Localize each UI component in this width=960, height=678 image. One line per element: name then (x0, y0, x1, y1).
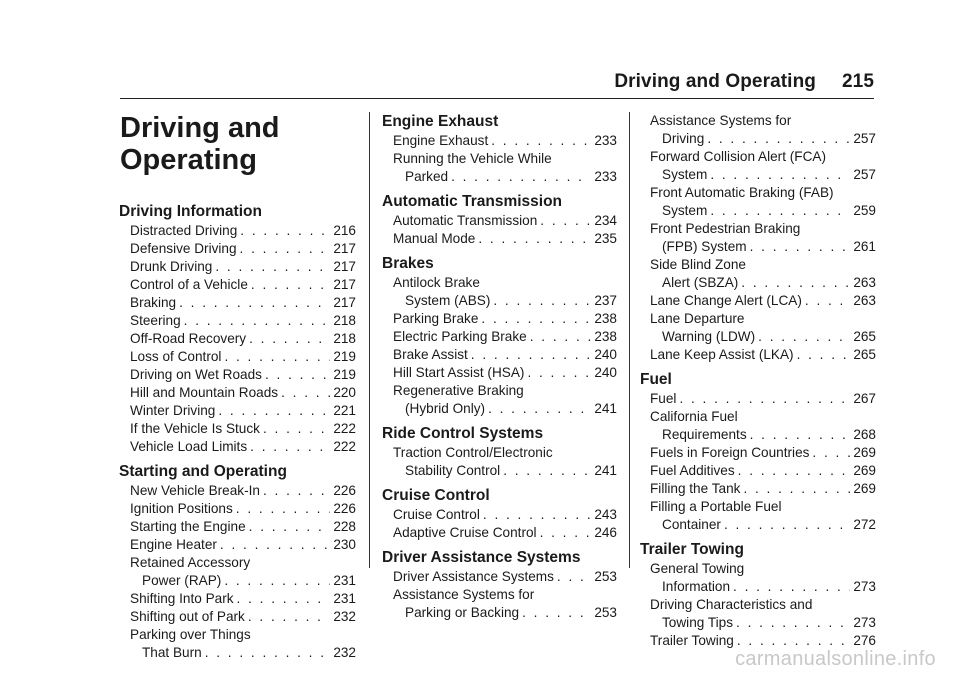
dot-leader (493, 292, 591, 310)
column-divider (629, 112, 630, 568)
toc-entry[interactable] (383, 524, 617, 542)
toc-entry-title: (FPB) System (662, 239, 747, 254)
dot-leader (741, 274, 850, 292)
toc-entry-title: Fuel Additives (650, 463, 735, 478)
toc-entry-title: Alert (SBZA) (662, 275, 739, 290)
toc-entry[interactable] (120, 572, 356, 590)
section-heading: Fuel (640, 371, 672, 388)
toc-entry-title: Cruise Control (393, 507, 480, 522)
toc-entry-label: Front Pedestrian Braking (650, 221, 801, 236)
toc-entry[interactable] (383, 168, 617, 186)
toc-page-number: 234 (594, 213, 617, 228)
toc-entry[interactable] (650, 462, 876, 480)
dot-leader (481, 310, 591, 328)
toc-entry-title: System (662, 167, 708, 182)
toc-entry-label: Driving Characteristics and (650, 597, 813, 612)
toc-page-number: 268 (853, 427, 876, 442)
dot-leader (557, 568, 591, 586)
dot-leader (249, 518, 331, 536)
toc-entry[interactable] (120, 644, 356, 662)
toc-entry-title: Parked (405, 169, 449, 184)
dot-leader (205, 644, 331, 662)
toc-entry[interactable] (120, 312, 356, 330)
toc-entry-label: Forward Collision Alert (FCA) (650, 149, 827, 164)
chapter-title: Driving and Operating (120, 112, 280, 176)
toc-entry[interactable] (650, 444, 876, 462)
dot-leader (248, 608, 330, 626)
toc-entry[interactable] (120, 402, 356, 420)
toc-entry-title: Defensive Driving (130, 241, 237, 256)
toc-page-number: 273 (853, 579, 876, 594)
toc-entry-title: Parking or Backing (405, 605, 520, 620)
toc-page-number: 228 (333, 519, 356, 534)
dot-leader (237, 590, 331, 608)
toc-entry-title: Lane Change Alert (LCA) (650, 293, 802, 308)
toc-entry-title: System (662, 203, 708, 218)
toc-page-number: 238 (594, 311, 617, 326)
toc-entry[interactable] (383, 230, 617, 248)
dot-leader (488, 400, 591, 418)
dot-leader (471, 346, 592, 364)
page-number: 215 (841, 71, 874, 92)
toc-entry-title: Requirements (662, 427, 747, 442)
toc-column-1 (120, 112, 356, 662)
toc-page-number: 237 (594, 293, 617, 308)
toc-entry-title: Engine Exhaust (393, 133, 489, 148)
toc-page-number: 226 (333, 483, 356, 498)
dot-leader (743, 480, 850, 498)
dot-leader (710, 166, 850, 184)
dot-leader (812, 444, 850, 462)
toc-entry-title: Fuels in Foreign Countries (650, 445, 810, 460)
toc-entry[interactable] (383, 328, 617, 346)
dot-leader (240, 222, 330, 240)
dot-leader (527, 364, 591, 382)
toc-entry-label: General Towing (650, 561, 745, 576)
dot-leader (263, 482, 330, 500)
dot-leader (540, 524, 592, 542)
toc-entry[interactable] (650, 292, 876, 310)
toc-entry-label: Running the Vehicle While (393, 151, 552, 166)
toc-entry[interactable] (120, 590, 356, 608)
toc-entry-title: Shifting Into Park (130, 591, 234, 606)
toc-entry[interactable] (120, 518, 356, 536)
toc-page-number: 222 (333, 421, 356, 436)
toc-page-number: 233 (594, 169, 617, 184)
toc-entry-title: If the Vehicle Is Stuck (130, 421, 260, 436)
toc-entry-label: Parking over Things (130, 627, 251, 642)
running-header (614, 71, 874, 93)
toc-page-number: 259 (853, 203, 876, 218)
toc-entry-title: Hill and Mountain Roads (130, 385, 279, 400)
toc-entry[interactable] (650, 130, 876, 148)
toc-entry[interactable] (120, 536, 356, 554)
toc-entry-title: Container (662, 517, 721, 532)
dot-leader (250, 438, 330, 456)
toc-entry-title: Drunk Driving (130, 259, 213, 274)
section-heading: Cruise Control (382, 487, 490, 504)
toc-page-number: 269 (853, 481, 876, 496)
header-rule (120, 98, 874, 99)
toc-column-2 (383, 112, 617, 622)
toc-entry-title: Fuel (650, 391, 677, 406)
toc-page-number: 232 (333, 609, 356, 624)
toc-page-number: 243 (594, 507, 617, 522)
toc-entry-title: Distracted Driving (130, 223, 238, 238)
toc-entry-title: System (ABS) (405, 293, 491, 308)
toc-entry-title: Starting the Engine (130, 519, 246, 534)
dot-leader (251, 276, 330, 294)
toc-entry-title: Power (RAP) (142, 573, 222, 588)
dot-leader (218, 402, 330, 420)
toc-page-number: 273 (853, 615, 876, 630)
toc-entry-label: Assistance Systems for (650, 113, 792, 128)
toc-page-number: 231 (333, 591, 356, 606)
toc-entry[interactable] (383, 604, 617, 622)
toc-page-number: 257 (853, 131, 876, 146)
dot-leader (710, 202, 850, 220)
dot-leader (750, 238, 851, 256)
toc-page-number: 235 (594, 231, 617, 246)
toc-entry-title: Automatic Transmission (393, 213, 538, 228)
toc-entry-label: Front Automatic Braking (FAB) (650, 185, 834, 200)
toc-page-number: 240 (594, 365, 617, 380)
toc-entry[interactable] (120, 222, 356, 240)
dot-leader (184, 312, 331, 330)
dot-leader (179, 294, 330, 312)
toc-entry-title: Braking (130, 295, 177, 310)
toc-entry-title: Driver Assistance Systems (393, 569, 554, 584)
dot-leader (478, 230, 591, 248)
toc-page-number: 272 (853, 517, 876, 532)
toc-entry[interactable] (383, 400, 617, 418)
toc-entry-title: Stability Control (405, 463, 501, 478)
toc-page-number: 219 (333, 349, 356, 364)
toc-page-number: 263 (853, 293, 876, 308)
toc-entry-title: Manual Mode (393, 231, 476, 246)
toc-page-number: 219 (333, 367, 356, 382)
watermark: carmanualsonline.info (735, 648, 936, 670)
toc-entry-title: Towing Tips (662, 615, 734, 630)
toc-entry[interactable] (120, 608, 356, 626)
toc-entry-label: Lane Departure (650, 311, 745, 326)
toc-entry-title: Driving on Wet Roads (130, 367, 262, 382)
toc-entry[interactable] (383, 292, 617, 310)
toc-entry[interactable] (383, 364, 617, 382)
toc-entry[interactable] (650, 274, 876, 292)
section-heading: Automatic Transmission (382, 193, 563, 210)
dot-leader (522, 604, 591, 622)
toc-entry-title: Electric Parking Brake (393, 329, 527, 344)
toc-entry[interactable] (383, 212, 617, 230)
dot-leader (224, 348, 330, 366)
toc-entry-title: (Hybrid Only) (405, 401, 486, 416)
toc-entry[interactable] (650, 578, 876, 596)
dot-leader (758, 328, 850, 346)
toc-column-3 (640, 112, 876, 650)
toc-page-number: 241 (594, 401, 617, 416)
dot-leader (724, 516, 850, 534)
toc-entry-label: Regenerative Braking (393, 383, 524, 398)
toc-entry[interactable] (650, 202, 876, 220)
toc-entry-title: Driving (662, 131, 705, 146)
toc-entry-title: Warning (LDW) (662, 329, 756, 344)
dot-leader (797, 346, 851, 364)
toc-entry[interactable] (383, 506, 617, 524)
toc-entry[interactable] (120, 482, 356, 500)
dot-leader (220, 536, 330, 554)
toc-page-number: 269 (853, 463, 876, 478)
toc-entry[interactable] (120, 330, 356, 348)
toc-entry[interactable] (383, 346, 617, 364)
dot-leader (491, 132, 591, 150)
section-heading: Driving Information (119, 203, 262, 220)
toc-entry[interactable] (120, 366, 356, 384)
toc-entry[interactable] (650, 390, 876, 408)
toc-entry[interactable] (650, 238, 876, 256)
toc-entry[interactable] (383, 132, 617, 150)
toc-entry-title: Information (662, 579, 731, 594)
dot-leader (483, 506, 591, 524)
dot-leader (503, 462, 591, 480)
toc-entry[interactable] (383, 568, 617, 586)
toc-entry-title: Steering (130, 313, 181, 328)
toc-entry-title: Loss of Control (130, 349, 222, 364)
toc-entry-label: Filling a Portable Fuel (650, 499, 782, 514)
toc-entry-label: Assistance Systems for (393, 587, 535, 602)
toc-entry-title: Hill Start Assist (HSA) (393, 365, 525, 380)
toc-entry[interactable] (120, 438, 356, 456)
toc-page-number: 233 (594, 133, 617, 148)
dot-leader (281, 384, 330, 402)
dot-leader (738, 462, 851, 480)
toc-entry[interactable] (120, 500, 356, 518)
toc-entry-title: That Burn (142, 645, 202, 660)
section-heading: Engine Exhaust (382, 113, 499, 130)
toc-page-number: 226 (333, 501, 356, 516)
toc-entry[interactable] (650, 614, 876, 632)
toc-entry-title: Vehicle Load Limits (130, 439, 248, 454)
toc-entry[interactable] (120, 348, 356, 366)
toc-entry-title: Adaptive Cruise Control (393, 525, 537, 540)
toc-page-number: 220 (333, 385, 356, 400)
toc-entry-title: Trailer Towing (650, 633, 734, 648)
toc-page-number: 221 (333, 403, 356, 418)
toc-page-number: 261 (853, 239, 876, 254)
toc-page-number: 232 (333, 645, 356, 660)
toc-entry[interactable] (120, 258, 356, 276)
toc-entry[interactable] (650, 516, 876, 534)
section-heading: Ride Control Systems (382, 425, 544, 442)
dot-leader (263, 420, 330, 438)
toc-entry[interactable] (650, 166, 876, 184)
toc-entry[interactable] (120, 420, 356, 438)
section-heading: Starting and Operating (119, 463, 287, 480)
toc-page-number: 263 (853, 275, 876, 290)
toc-page-number: 246 (594, 525, 617, 540)
toc-page-number: 265 (853, 329, 876, 344)
dot-leader (530, 328, 592, 346)
toc-page-number: 231 (333, 573, 356, 588)
toc-entry-title: Engine Heater (130, 537, 217, 552)
toc-page-number: 216 (333, 223, 356, 238)
toc-entry-title: Winter Driving (130, 403, 216, 418)
dot-leader (236, 500, 331, 518)
toc-entry[interactable] (383, 310, 617, 328)
dot-leader (679, 390, 850, 408)
toc-entry-title: New Vehicle Break-In (130, 483, 260, 498)
toc-entry-title: Brake Assist (393, 347, 468, 362)
column-divider (369, 112, 370, 568)
toc-page-number: 230 (333, 537, 356, 552)
dot-leader (240, 240, 331, 258)
toc-entry[interactable] (650, 426, 876, 444)
toc-page-number: 217 (333, 241, 356, 256)
dot-leader (736, 614, 850, 632)
section-heading: Brakes (382, 255, 434, 272)
toc-page-number: 269 (853, 445, 876, 460)
toc-entry-title: Shifting out of Park (130, 609, 245, 624)
toc-entry[interactable] (383, 462, 617, 480)
toc-entry[interactable] (120, 384, 356, 402)
toc-entry[interactable] (120, 240, 356, 258)
toc-page-number: 257 (853, 167, 876, 182)
toc-page-number: 222 (333, 439, 356, 454)
toc-page-number: 241 (594, 463, 617, 478)
dot-leader (750, 426, 851, 444)
toc-page-number: 218 (333, 331, 356, 346)
toc-page-number: 240 (594, 347, 617, 362)
dot-leader (805, 292, 850, 310)
toc-entry-label: Retained Accessory (130, 555, 251, 570)
toc-page-number: 276 (853, 633, 876, 648)
toc-entry[interactable] (650, 480, 876, 498)
dot-leader (249, 330, 330, 348)
section-heading: Driver Assistance Systems (382, 549, 581, 566)
toc-page-number: 253 (594, 569, 617, 584)
dot-leader (224, 572, 330, 590)
running-header-title: Driving and Operating (614, 71, 816, 92)
dot-leader (733, 578, 850, 596)
toc-page-number: 238 (594, 329, 617, 344)
toc-entry-title: Control of a Vehicle (130, 277, 248, 292)
toc-page-number: 218 (333, 313, 356, 328)
toc-page-number: 217 (333, 259, 356, 274)
toc-page-number: 253 (594, 605, 617, 620)
toc-entry-label: Side Blind Zone (650, 257, 746, 272)
toc-entry[interactable] (120, 276, 356, 294)
dot-leader (540, 212, 591, 230)
toc-entry-label: California Fuel (650, 409, 738, 424)
toc-entry-title: Filling the Tank (650, 481, 741, 496)
toc-page-number: 265 (853, 347, 876, 362)
dot-leader (215, 258, 330, 276)
toc-entry-title: Parking Brake (393, 311, 479, 326)
toc-page-number: 217 (333, 295, 356, 310)
toc-entry[interactable] (650, 346, 876, 364)
toc-entry-title: Off-Road Recovery (130, 331, 247, 346)
toc-entry[interactable] (650, 328, 876, 346)
toc-page-number: 217 (333, 277, 356, 292)
toc-entry-label: Traction Control/Electronic (393, 445, 553, 460)
toc-entry[interactable] (120, 294, 356, 312)
dot-leader (265, 366, 330, 384)
section-heading: Trailer Towing (640, 541, 744, 558)
toc-entry-label: Antilock Brake (393, 275, 480, 290)
toc-entry-title: Ignition Positions (130, 501, 233, 516)
toc-entry-title: Lane Keep Assist (LKA) (650, 347, 794, 362)
dot-leader (451, 168, 591, 186)
dot-leader (707, 130, 850, 148)
toc-page-number: 267 (853, 391, 876, 406)
